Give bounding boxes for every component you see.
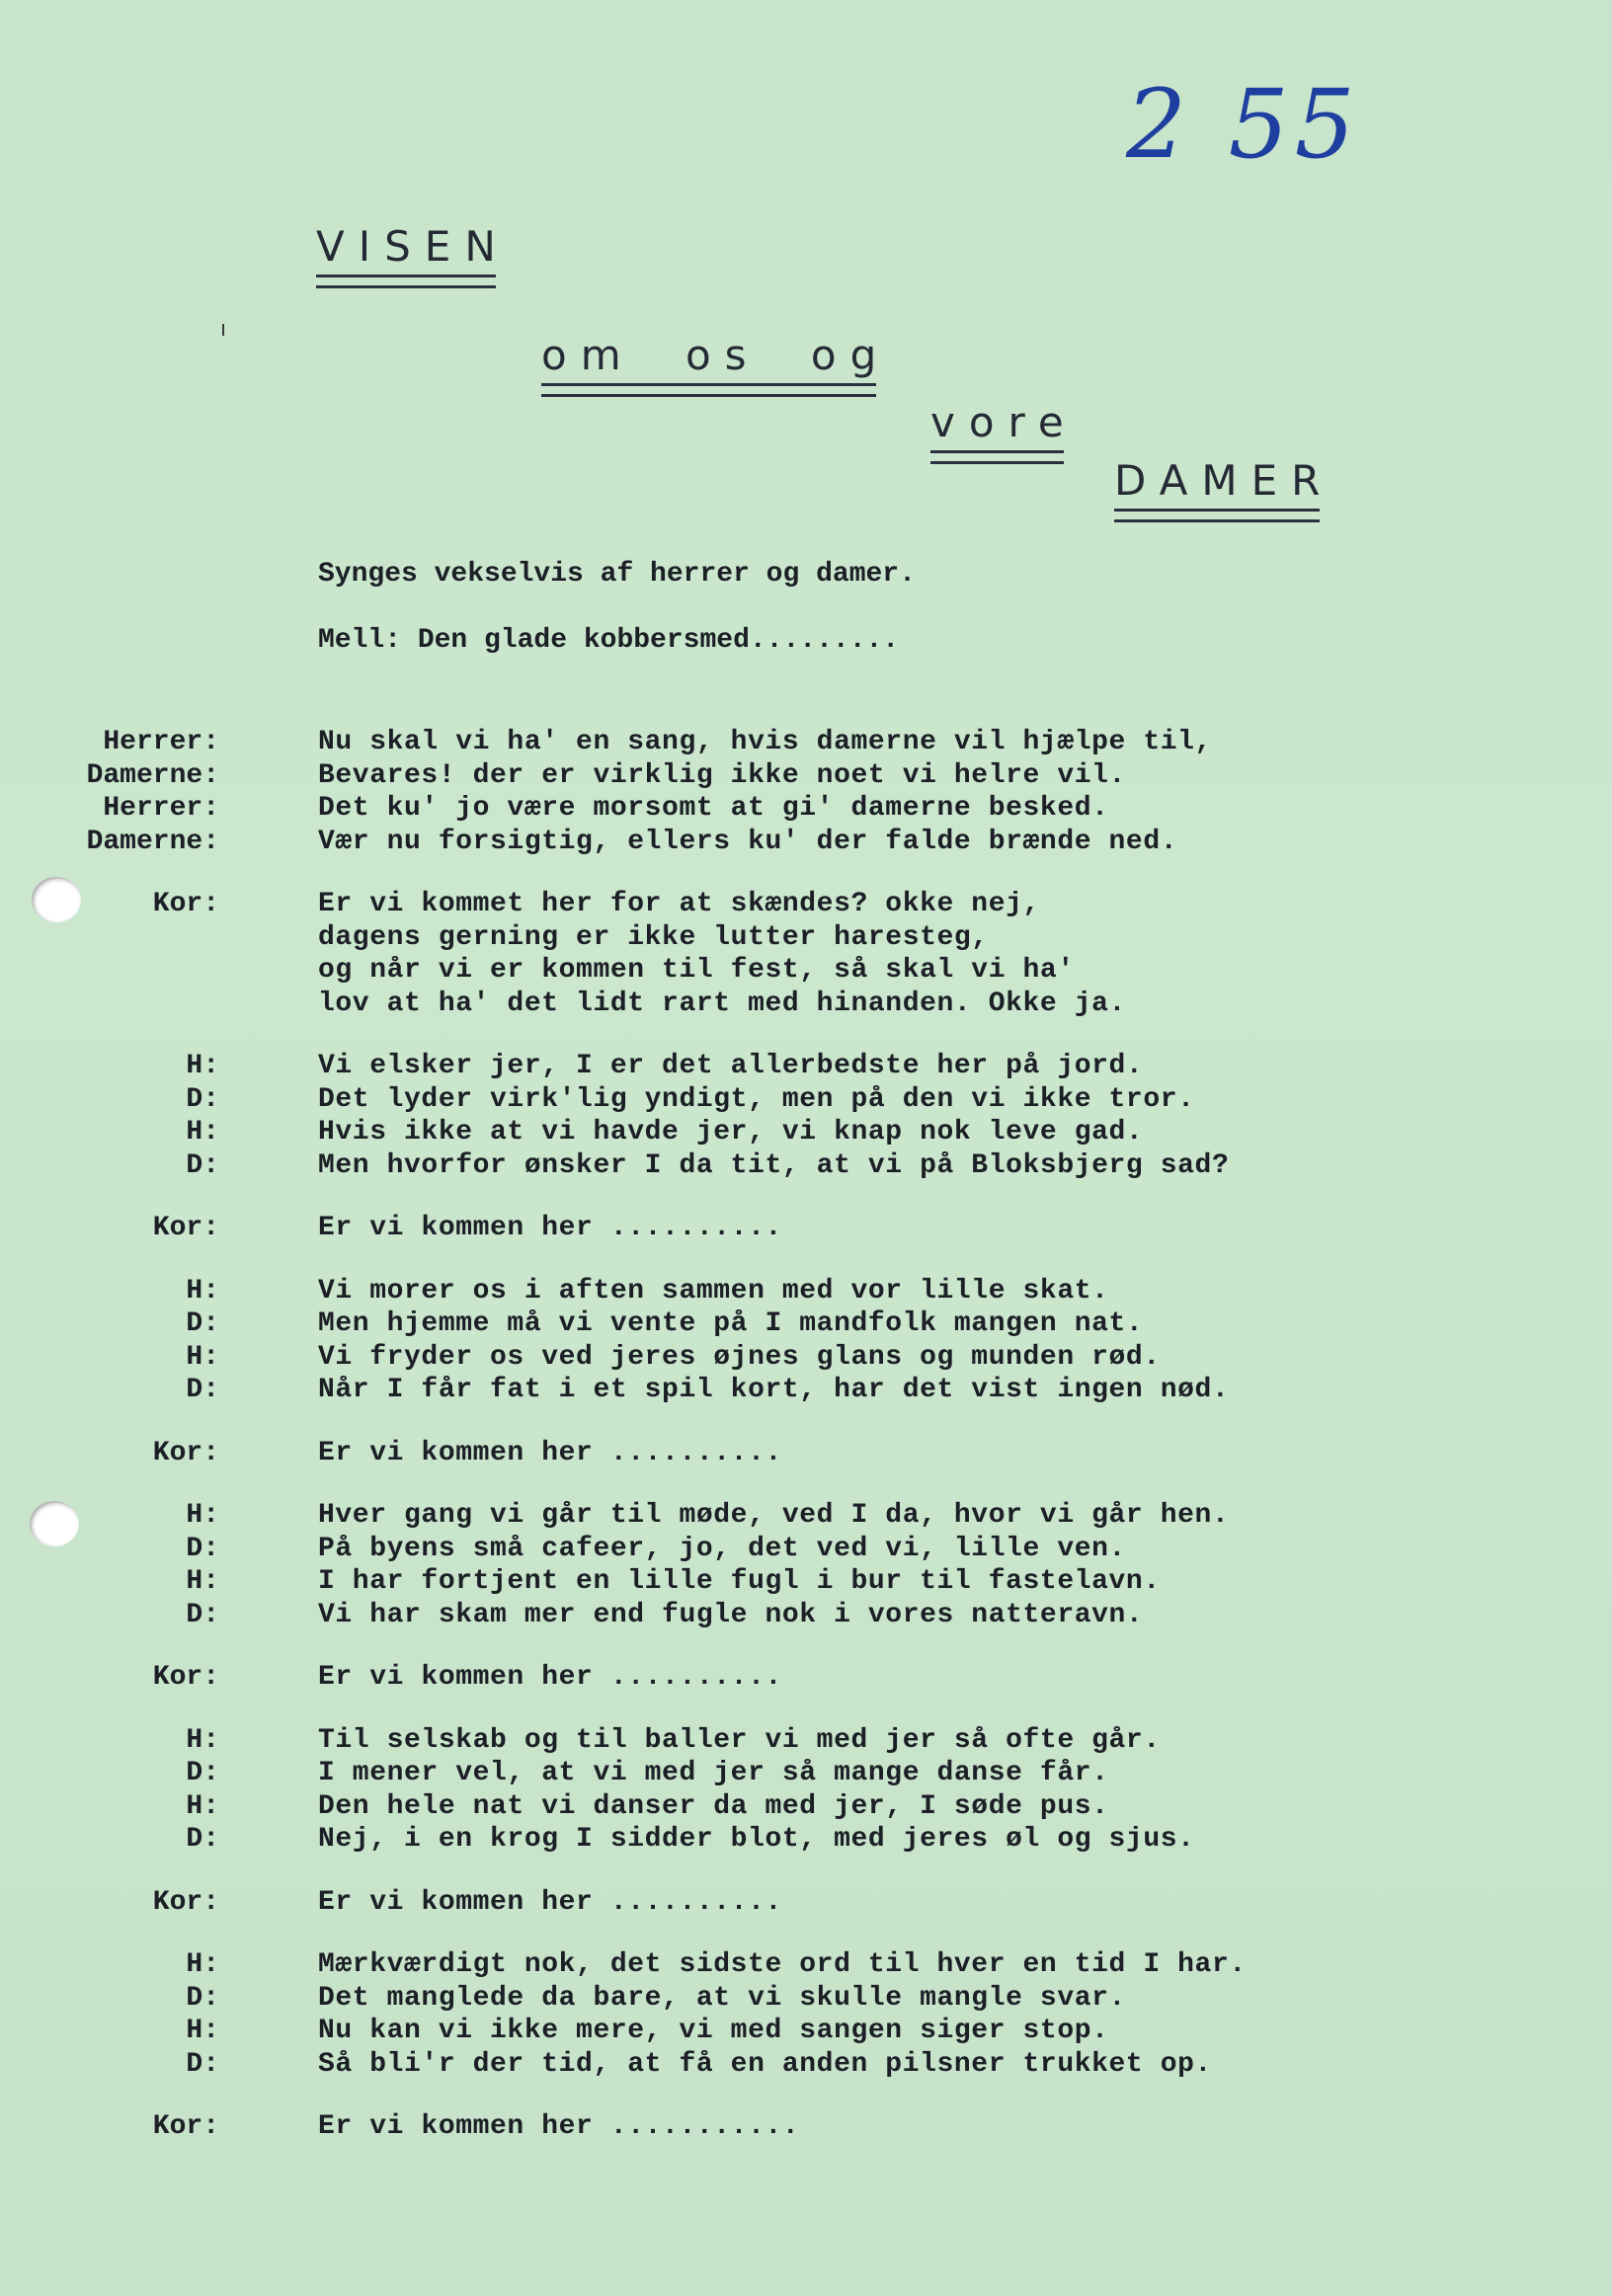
lyric-text: Vi fryder os ved jeres øjnes glans og munden rød. bbox=[318, 1341, 1161, 1373]
stanza bbox=[0, 1437, 1612, 1470]
speaker-label: D: bbox=[186, 2048, 219, 2080]
speaker-label: D: bbox=[186, 1824, 219, 1855]
lyric-line bbox=[0, 1341, 1612, 1375]
lyric-line bbox=[0, 1599, 1612, 1632]
speaker-label: Kor: bbox=[152, 889, 219, 919]
lyric-text: Det ku' jo være morsomt at gi' damerne besked. bbox=[318, 793, 1109, 824]
lyric-text: Det manglede da bare, at vi skulle mangle svar. bbox=[318, 1982, 1126, 2014]
lyric-line bbox=[0, 921, 1612, 955]
speaker-label: H: bbox=[186, 1117, 219, 1148]
lyric-text: Er vi kommen her .......... bbox=[318, 1437, 782, 1468]
lyrics-block bbox=[0, 726, 1612, 2174]
stanza bbox=[0, 2110, 1612, 2144]
lyric-line bbox=[0, 1149, 1612, 1183]
lyric-text: Vær nu forsigtig, ellers ku' der falde brænde ned. bbox=[318, 826, 1178, 857]
lyric-line bbox=[0, 1823, 1612, 1857]
speaker-label: D: bbox=[186, 1533, 219, 1564]
lyric-text: Vi har skam mer end fugle nok i vores natteravn. bbox=[318, 1599, 1144, 1630]
lyric-text: dagens gerning er ikke lutter haresteg, bbox=[318, 921, 989, 953]
lyric-text: Hvis ikke at vi havde jer, vi knap nok leve gad. bbox=[318, 1117, 1144, 1148]
title-text-visen: VISEN bbox=[316, 222, 510, 271]
lyric-line bbox=[0, 1212, 1612, 1245]
double-underline bbox=[1114, 509, 1320, 522]
speaker-label: D: bbox=[186, 1308, 219, 1339]
lyric-text: I har fortjent en lille fugl i bur til fastelavn. bbox=[318, 1566, 1161, 1597]
lyric-line bbox=[0, 1533, 1612, 1566]
lyric-text: Er vi kommen her ........... bbox=[318, 2111, 800, 2142]
melody-note: Mell: Den glade kobbersmed......... bbox=[318, 625, 900, 656]
speaker-label: Kor: bbox=[152, 1886, 219, 1918]
lyric-line bbox=[0, 826, 1612, 859]
lyric-text: Til selskab og til baller vi med jer så ofte går. bbox=[318, 1724, 1161, 1756]
speaker-label: Damerne: bbox=[86, 759, 219, 791]
lyric-text: Mærkværdigt nok, det sidste ord til hver en tid I har. bbox=[318, 1949, 1247, 1980]
punch-hole bbox=[30, 1501, 79, 1546]
lyric-line bbox=[0, 1757, 1612, 1790]
lyric-line bbox=[0, 1275, 1612, 1308]
title-line-vore bbox=[930, 398, 1078, 464]
lyric-text: Vi morer os i aften sammen med vor lille skat. bbox=[318, 1275, 1109, 1306]
lyric-text: Nu skal vi ha' en sang, hvis damerne vil hjælpe til, bbox=[318, 727, 1212, 757]
lyric-text: Den hele nat vi danser da med jer, I søde pus. bbox=[318, 1790, 1109, 1822]
lyric-line bbox=[0, 1499, 1612, 1533]
speaker-label: H: bbox=[186, 1566, 219, 1597]
title-line-visen bbox=[316, 222, 510, 288]
lyric-text: Det lyder virk'lig yndigt, men på den vi ikke tror. bbox=[318, 1083, 1195, 1115]
lyric-line bbox=[0, 2015, 1612, 2048]
speaker-label: Herrer: bbox=[103, 727, 219, 757]
lyric-line bbox=[0, 1948, 1612, 1982]
lyric-line bbox=[0, 1437, 1612, 1470]
lyric-line bbox=[0, 1886, 1612, 1920]
speaker-label: D: bbox=[186, 1083, 219, 1115]
lyric-line bbox=[0, 792, 1612, 826]
speaker-label: D: bbox=[186, 1149, 219, 1181]
double-underline bbox=[541, 383, 876, 397]
lyric-text: Når I får fat i et spil kort, har det vist ingen nød. bbox=[318, 1375, 1230, 1405]
speaker-label: H: bbox=[186, 1790, 219, 1822]
title-line-damer bbox=[1114, 456, 1333, 522]
lyric-text: Nu kan vi ikke mere, vi med sangen siger stop. bbox=[318, 2016, 1109, 2046]
paper-mark bbox=[222, 324, 224, 336]
stanza bbox=[0, 1724, 1612, 1857]
speaker-label: Kor: bbox=[152, 1662, 219, 1693]
title-text-vore: vore bbox=[930, 398, 1078, 446]
speaker-label: H: bbox=[186, 1051, 219, 1081]
performance-instruction: Synges vekselvis af herrer og damer. bbox=[318, 559, 916, 590]
lyric-line bbox=[0, 1307, 1612, 1341]
stanza bbox=[0, 1948, 1612, 2081]
speaker-label: Kor: bbox=[152, 1437, 219, 1468]
speaker-label: D: bbox=[186, 1599, 219, 1630]
title-line-om-os-og bbox=[541, 331, 890, 397]
lyric-text: Bevares! der er virklig ikke noet vi helre vil. bbox=[318, 759, 1126, 791]
stanza bbox=[0, 1661, 1612, 1695]
speaker-label: D: bbox=[186, 1982, 219, 2014]
punch-hole bbox=[32, 877, 81, 922]
stanza bbox=[0, 1275, 1612, 1407]
lyric-text: Er vi kommen her .......... bbox=[318, 1662, 782, 1693]
speaker-label: D: bbox=[186, 1375, 219, 1405]
lyric-line bbox=[0, 1982, 1612, 2016]
lyric-line bbox=[0, 954, 1612, 988]
lyric-text: Er vi kommen her .......... bbox=[318, 1886, 782, 1918]
lyric-text: Hver gang vi går til møde, ved I da, hvor vi går hen. bbox=[318, 1500, 1230, 1531]
lyric-line bbox=[0, 759, 1612, 793]
lyric-text: lov at ha' det lidt rart med hinanden. Okke ja. bbox=[318, 988, 1126, 1019]
lyric-line bbox=[0, 1116, 1612, 1149]
lyric-line bbox=[0, 1083, 1612, 1117]
stanza bbox=[0, 1212, 1612, 1245]
speaker-label: H: bbox=[186, 1275, 219, 1306]
lyric-line bbox=[0, 2048, 1612, 2082]
speaker-label: Herrer: bbox=[103, 793, 219, 824]
lyric-text: og når vi er kommen til fest, så skal vi ha' bbox=[318, 955, 1075, 986]
lyric-line bbox=[0, 1724, 1612, 1758]
handwritten-page-number: 2 55 bbox=[1126, 69, 1361, 180]
speaker-label: D: bbox=[186, 1758, 219, 1788]
lyric-line bbox=[0, 988, 1612, 1021]
speaker-label: Kor: bbox=[152, 2111, 219, 2142]
speaker-label: H: bbox=[186, 1949, 219, 1980]
lyric-text: Men hvorfor ønsker I da tit, at vi på Bloksbjerg sad? bbox=[318, 1149, 1230, 1181]
title-text-om-os-og: om os og bbox=[541, 331, 891, 379]
lyric-line bbox=[0, 1565, 1612, 1599]
lyric-line bbox=[0, 2110, 1612, 2144]
lyric-text: Nej, i en krog I sidder blot, med jeres øl og sjus. bbox=[318, 1824, 1195, 1855]
lyric-line bbox=[0, 726, 1612, 759]
lyric-text: Vi elsker jer, I er det allerbedste her på jord. bbox=[318, 1051, 1144, 1081]
lyric-text: På byens små cafeer, jo, det ved vi, lille ven. bbox=[318, 1533, 1126, 1564]
title-text-damer: DAMER bbox=[1114, 456, 1334, 505]
speaker-label: H: bbox=[186, 1724, 219, 1756]
lyric-line bbox=[0, 1790, 1612, 1824]
stanza bbox=[0, 1499, 1612, 1631]
lyric-text: I mener vel, at vi med jer så mange danse får. bbox=[318, 1758, 1109, 1788]
stanza bbox=[0, 1050, 1612, 1182]
stanza bbox=[0, 1886, 1612, 1920]
stanza bbox=[0, 726, 1612, 858]
lyric-line bbox=[0, 1050, 1612, 1083]
lyric-text: Er vi kommet her for at skændes? okke nej, bbox=[318, 889, 1040, 919]
double-underline bbox=[930, 450, 1064, 464]
lyric-text: Så bli'r der tid, at få en anden pilsner trukket op. bbox=[318, 2048, 1212, 2080]
lyric-text: Er vi kommen her .......... bbox=[318, 1213, 782, 1243]
stanza bbox=[0, 888, 1612, 1020]
double-underline bbox=[316, 275, 496, 288]
speaker-label: H: bbox=[186, 1341, 219, 1373]
speaker-label: H: bbox=[186, 2016, 219, 2046]
speaker-label: H: bbox=[186, 1500, 219, 1531]
speaker-label: Kor: bbox=[152, 1213, 219, 1243]
lyric-text: Men hjemme må vi vente på I mandfolk mangen nat. bbox=[318, 1308, 1144, 1339]
lyric-line bbox=[0, 1661, 1612, 1695]
speaker-label: Damerne: bbox=[86, 826, 219, 857]
lyric-line bbox=[0, 888, 1612, 921]
lyric-line bbox=[0, 1374, 1612, 1407]
